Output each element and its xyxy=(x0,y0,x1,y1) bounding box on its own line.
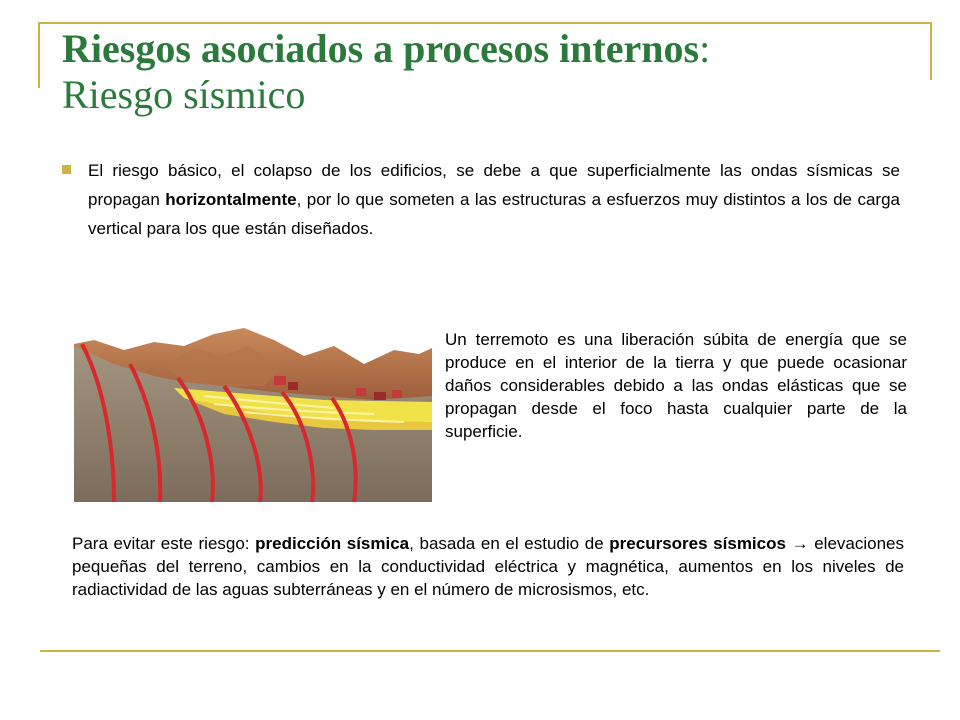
bullet-text-before: El riesgo básico, el colapso de los edificios, se debe a que superficialmente las ondas sísmicas se propagan xyxy=(88,161,900,209)
title-sub: Riesgo sísmico xyxy=(62,72,306,117)
right-rule xyxy=(930,22,932,80)
title-main: Riesgos asociados a procesos internos xyxy=(62,26,700,71)
left-rule xyxy=(38,22,40,88)
bullet-text-after: , por lo que someten a las estructuras a esfuerzos muy distintos a los de carga vertical para los que están diseñados. xyxy=(88,190,900,238)
right-arrow-icon: → xyxy=(785,534,815,553)
bullet-text xyxy=(88,156,900,243)
top-rule xyxy=(40,22,932,24)
slide-title xyxy=(62,26,922,118)
prevention-bold-2: precursores sísmicos xyxy=(609,534,786,553)
prevention-text-2: , basada en el estudio de xyxy=(409,534,610,553)
bullet-item xyxy=(62,156,900,243)
prevention-text-3: elevaciones pequeñas del terreno, cambios en la conductividad eléctrica y magnética, aumentos en los niveles de radiactividad de las aguas subterráneas y en el número de microsismos, etc. xyxy=(72,534,904,599)
bullet-square-icon xyxy=(62,165,71,174)
bottom-rule xyxy=(40,650,940,652)
prevention-text-1: Para evitar este riesgo: xyxy=(72,534,256,553)
earthquake-definition: Un terremoto es una liberación súbita de energía que se produce en el interior de la tierra y que puede ocasionar daños considerables debido a las ondas elásticas que se propagan desde el foco hasta cualquier parte de la superficie. xyxy=(445,330,907,441)
title-colon: : xyxy=(699,26,711,71)
bullet-text-bold: horizontalmente xyxy=(165,190,297,209)
prevention-paragraph xyxy=(72,532,904,601)
prevention-bold-1: predicción sísmica xyxy=(255,534,410,553)
earthquake-illustration xyxy=(74,326,432,502)
